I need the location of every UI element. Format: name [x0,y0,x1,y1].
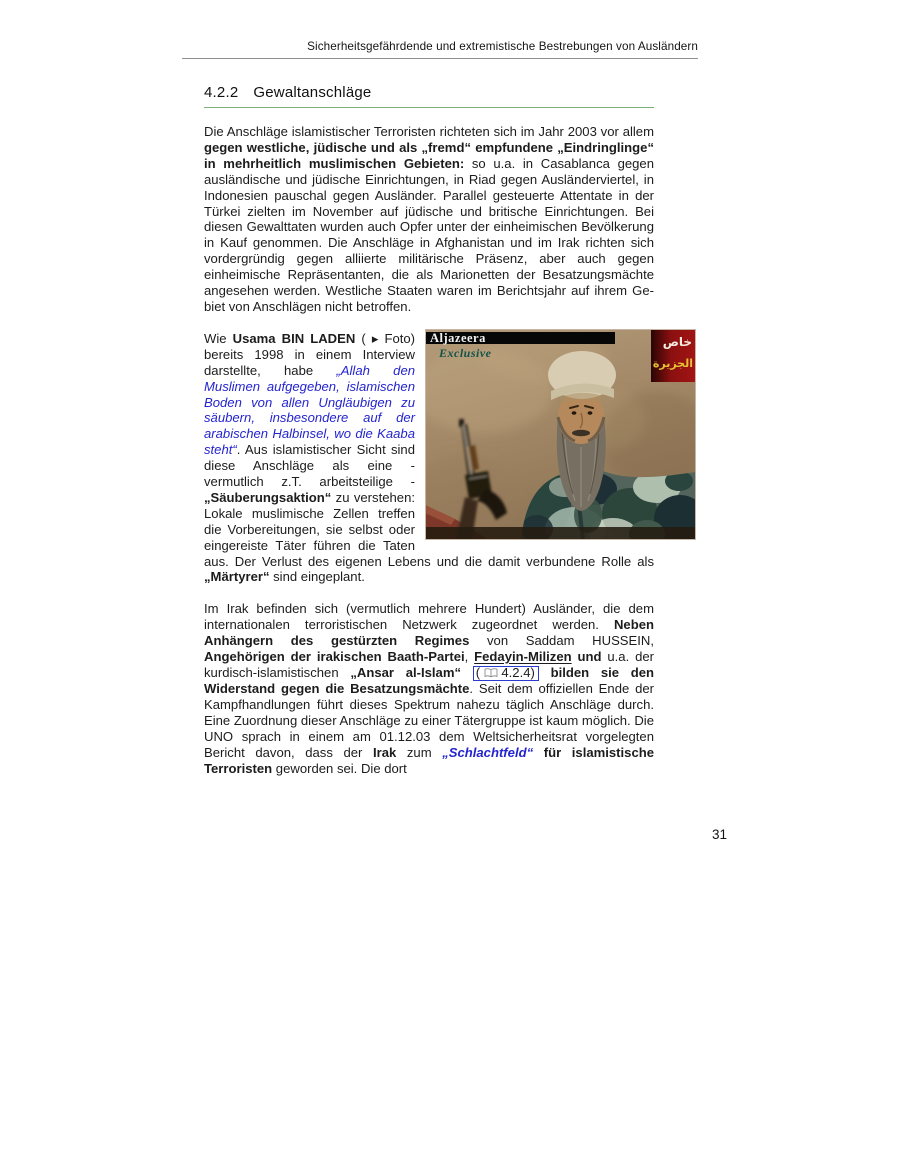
section-number: 4.2.2 [204,84,239,101]
section-ref-link[interactable]: ( 4.2.4) [473,666,539,681]
running-header [182,40,698,59]
paragraph-2-text: Wie Usama BIN LADEN ( ▸ Foto) bereits 1998 in einem Interview darstellte, habe „Allah den Muslimen aufgegeben, islamischen Boden von allen Ungläubigen zu säubern, insbesondere auf der arabischen Halbinsel, wo die Kaaba steht“. Aus islamistischer Sicht sind diese Anschläge als eine - vermutlich z.T. arbeitsteilige - „Säuberungsaktion“ zu verstehen: Lokale muslimische Zellen treffen die Vorbereitungen, sie selbst oder eingereiste Täter führen die Taten aus. Der Verlust des eigenen Lebens und die damit verbundene Rolle als „Märtyrer“ sind eingeplant. [204,330,654,585]
exclusive-label: Exclusive [439,345,492,360]
book-icon [484,668,498,678]
paragraph-1-text: Die Anschläge islamistischer Terroristen richteten sich im Jahr 2003 vor allem gegen westliche, jüdische und als „fremd“ empfundene „Eindringlinge“ in mehrheitlich muslimischen Gebieten: so u.a. in Casablanca gegen ausländische und jüdische Einrichtungen, in Riad gegen Ausländerviertel, in Indonesien pauschal gegen Ausländer. Parallel gesteuerte Attentate in der Türkei zielten im November auf jüdische und britische Einrichtungen. Bei diesen Gewalttaten wurden auch Opfer unter der einheimischen Bevölkerung in Kauf genommen. Die Anschläge in Afghanistan und im Irak richten sich vordergründig gegen alliierte militärische Präsenz, aber auch gegen einheimische Repräsentanten, die als Marionetten der Besatzungsmächte angesehen werden. Westliche Staaten waren im Berichtsjahr auf ihrem Gebiet von Anschlägen nicht betroffen. [204,124,654,314]
page-content [204,84,693,776]
arabic-badge-bottom-text: الجزيرة [652,356,693,370]
aljazeera-wordmark: Aljazeera [430,330,486,345]
binladen-photo-illustration [425,329,696,540]
paragraph-1 [204,124,654,315]
header-title: Sicherheitsgefährdende und extremistische Bestrebungen von Ausländern [307,40,698,53]
page-number: 31 [712,827,728,842]
foto-marker-icon: ▸ [371,330,379,346]
paragraph-3 [204,601,654,776]
paragraph-2 [204,330,693,586]
section-heading [204,84,654,108]
binladen-photo [425,329,696,540]
arabic-badge-top-text: خاص [662,334,692,349]
paragraph-3-text: Im Irak befinden sich (vermutlich mehrere Hundert) Ausländer, die dem internationalen terroristischen Netzwerk zugeordnet werden. Neben Anhängern des gestürzten Regimes von Saddam HUSSEIN, Angehörigen der irakischen Baath-Partei, Fedayin-Milizen und u.a. der kurdisch-islamistischen „Ansar al-Islam“ ( 4.2.4) bilden sie den Widerstand gegen die Besatzungsmächte. Seit dem offiziellen Ende der Kampfhandlungen führt dieses Spektrum nahezu täglich Anschläge durch. Eine Zuordnung dieser Anschläge zu einer Tätergruppe ist kaum möglich. Die UNO sprach in einem am 01.12.03 dem Weltsicherheitsrat vorgelegten Bericht davon, dass der Irak zum „Schlachtfeld“ für islamistische Terroristen geworden sei. Die dort [204,601,655,776]
section-title: Gewaltanschläge [253,84,372,101]
aljazeera-arabic-badge [651,329,696,382]
